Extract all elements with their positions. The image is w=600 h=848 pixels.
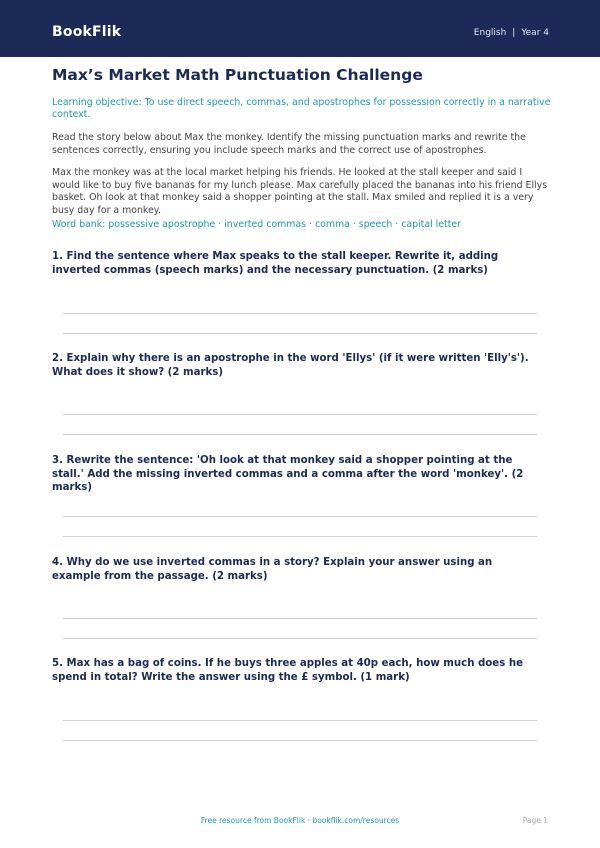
footer-source[interactable]: Free resource from BookFlik · bookflik.com/resources [200,816,400,825]
answer-line[interactable] [63,720,537,721]
answer-line[interactable] [63,516,537,517]
answer-line[interactable] [63,414,537,415]
question-5: 5. Max has a bag of coins. If he buys three apples at 40p each, how much does he spend in total? Write the answer using the £ symbol. (1 mark) [52,658,523,683]
story-passage: Max the monkey was at the local market helping his friends. He looked at the stall keeper and said I would like to buy five bananas for my lunch please. Max carefully placed the bananas into his friend Ellys basket. Oh look at that monkey said a shopper pointing at the stall. Max smiled and replied it is a very busy day for a monkey. [52,167,548,216]
header-meta [474,28,549,38]
answer-line[interactable] [63,740,537,741]
instructions-text: Read the story below about Max the monkey. Identify the missing punctuation marks and rewrite the sentences correctly, ensuring you include speech marks and the correct use of apostrophes. [52,132,526,156]
brand-logo-text[interactable]: BookFlik [52,24,122,40]
word-bank: Word bank: possessive apostrophe · inverted commas · comma · speech · capital letter [52,219,462,230]
question-4: 4. Why do we use inverted commas in a story? Explain your answer using an example from the passage. (2 marks) [52,557,493,582]
question-3: 3. Rewrite the sentence: 'Oh look at that monkey said a shopper pointing at the stall.' Add the missing inverted commas and a comma after the word 'monkey'. (2 marks) [52,455,524,493]
answer-line[interactable] [63,638,537,639]
answer-line[interactable] [63,333,537,334]
question-1: 1. Find the sentence where Max speaks to the stall keeper. Rewrite it, adding inverted commas (speech marks) and the necessary punctuation. (2 marks) [52,251,499,276]
answer-line[interactable] [63,536,537,537]
year-label: Year 4 [521,28,549,38]
question-2: 2. Explain why there is an apostrophe in the word 'Ellys' (if it were written 'Elly's'). What does it show? (2 marks) [52,353,529,378]
page-header [0,0,600,57]
answer-line[interactable] [63,313,537,314]
subject-label: English [473,28,507,38]
answer-line[interactable] [63,618,537,619]
answer-line[interactable] [63,434,537,435]
learning-objective: Learning objective: To use direct speech, commas, and apostrophes for possession correctly in a narrative context. [52,97,551,120]
meta-separator: | [512,28,516,38]
worksheet-title: Max’s Market Math Punctuation Challenge [52,66,423,84]
page-number: Page 1 [522,816,548,825]
